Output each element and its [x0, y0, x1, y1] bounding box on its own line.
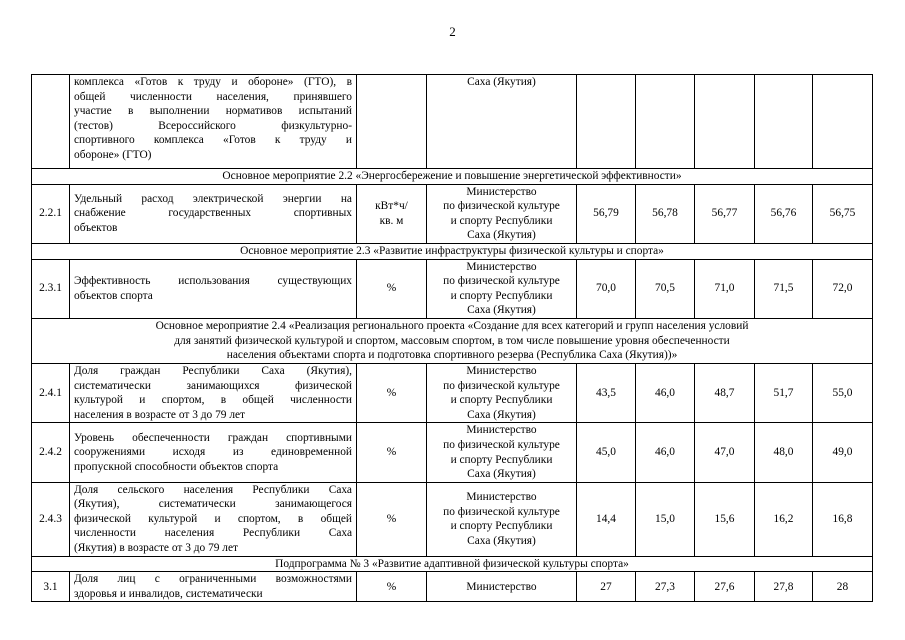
- text-line: объектов: [74, 222, 118, 235]
- value-cell: [755, 75, 813, 169]
- unit-cell: [357, 184, 427, 243]
- value-cell: 28: [813, 572, 873, 602]
- text-line: кв. м: [379, 214, 404, 227]
- value-cell: 56,78: [636, 184, 695, 243]
- text-line: Основное мероприятие 2.3 «Развитие инфраструктуры физической культуры и спорта»: [240, 244, 664, 257]
- value-cell: 48,7: [695, 363, 755, 422]
- text-line: Министерство: [466, 260, 537, 273]
- text-line: населения в возрасте от 3 до 79 лет: [74, 408, 246, 421]
- value-cell: [636, 75, 695, 169]
- value-cell: 27,3: [636, 572, 695, 602]
- indicator-name: [70, 482, 357, 556]
- value-cell: 51,7: [755, 363, 813, 422]
- section-title: [32, 169, 873, 185]
- text-line: Саха (Якутия): [467, 229, 536, 242]
- text-line: по физической культуре: [443, 438, 560, 451]
- text-line: по физической культуре: [443, 275, 560, 288]
- text-line: Доля лиц с ограниченными возможностями: [74, 573, 352, 586]
- responsible-cell: [427, 75, 577, 169]
- text-line: Удельный расход электрической энергии на: [74, 192, 352, 205]
- table-row: [32, 572, 873, 602]
- text-line: систематически занимающихся физической: [74, 379, 352, 392]
- text-line: физической культурой и спортом, в общей: [74, 512, 352, 525]
- section-row: [32, 318, 873, 363]
- text-line: Доля граждан Республики Саха (Якутия),: [74, 364, 352, 377]
- value-cell: 16,8: [813, 482, 873, 556]
- row-number: 3.1: [32, 572, 70, 602]
- value-cell: 27: [577, 572, 636, 602]
- text-line: (Якутия), систематически занимающегося: [74, 498, 352, 511]
- section-title: [32, 556, 873, 572]
- text-line: участие в выполнении нормативов испытаний: [74, 105, 352, 118]
- row-number: 2.3.1: [32, 259, 70, 318]
- value-cell: [695, 75, 755, 169]
- value-cell: 45,0: [577, 423, 636, 482]
- unit-cell: [357, 75, 427, 169]
- text-line: численности населения Республики Саха: [74, 527, 352, 540]
- row-number: 2.4.3: [32, 482, 70, 556]
- text-line: по физической культуре: [443, 379, 560, 392]
- text-line: %: [386, 282, 397, 295]
- indicator-name: [70, 75, 357, 169]
- text-line: общей численности населения, принявшего: [74, 90, 352, 103]
- value-cell: 15,6: [695, 482, 755, 556]
- text-line: (Якутия) в возрасте от 3 до 79 лет: [74, 542, 239, 555]
- value-cell: 46,0: [636, 423, 695, 482]
- table-row: [32, 75, 873, 169]
- value-cell: 56,77: [695, 184, 755, 243]
- responsible-cell: [427, 184, 577, 243]
- table-row: [32, 184, 873, 243]
- text-line: пропускной способности объектов спорта: [74, 460, 279, 473]
- responsible-cell: [427, 363, 577, 422]
- value-cell: 56,79: [577, 184, 636, 243]
- unit-cell: [357, 482, 427, 556]
- text-line: Министерство: [466, 185, 537, 198]
- responsible-cell: [427, 423, 577, 482]
- text-line: Министерство: [466, 490, 537, 503]
- value-cell: 47,0: [695, 423, 755, 482]
- text-line: Министерство: [466, 424, 537, 437]
- row-number: [32, 75, 70, 169]
- text-line: Саха (Якутия): [467, 468, 536, 481]
- section-row: [32, 169, 873, 185]
- unit-cell: [357, 363, 427, 422]
- value-cell: 46,0: [636, 363, 695, 422]
- text-line: и спорту Республики: [450, 520, 553, 533]
- text-line: культурой и спортом, в общей численности: [74, 394, 352, 407]
- table-row: [32, 482, 873, 556]
- indicator-name: [70, 363, 357, 422]
- unit-cell: [357, 259, 427, 318]
- value-cell: 27,8: [755, 572, 813, 602]
- responsible-cell: [427, 482, 577, 556]
- text-line: и спорту Республики: [450, 214, 553, 227]
- text-line: Саха (Якутия): [467, 304, 536, 317]
- value-cell: [813, 75, 873, 169]
- text-line: Министерство: [466, 364, 537, 377]
- responsible-cell: [427, 259, 577, 318]
- unit-cell: [357, 423, 427, 482]
- text-line: Саха (Якутия): [467, 408, 536, 421]
- value-cell: 56,75: [813, 184, 873, 243]
- text-line: кВт*ч/: [375, 200, 408, 213]
- unit-cell: [357, 572, 427, 602]
- text-line: и спорту Республики: [450, 394, 553, 407]
- value-cell: 49,0: [813, 423, 873, 482]
- responsible-cell: [427, 572, 577, 602]
- row-number: 2.4.2: [32, 423, 70, 482]
- text-line: %: [386, 580, 397, 593]
- indicators-table: [31, 74, 873, 602]
- text-line: снабжение государственных спортивных: [74, 207, 352, 220]
- indicator-name: [70, 184, 357, 243]
- text-line: Уровень обеспеченности граждан спортивными: [74, 431, 352, 444]
- value-cell: 14,4: [577, 482, 636, 556]
- text-line: Саха (Якутия): [467, 76, 536, 88]
- text-line: объектов спорта: [74, 289, 153, 302]
- table-row: [32, 363, 873, 422]
- indicator-name: [70, 259, 357, 318]
- value-cell: 70,0: [577, 259, 636, 318]
- page-number: 2: [449, 24, 456, 39]
- text-line: здоровья и инвалидов, систематически: [74, 587, 263, 600]
- text-line: Саха (Якутия): [467, 534, 536, 547]
- value-cell: 71,0: [695, 259, 755, 318]
- text-line: Доля сельского населения Республики Саха: [74, 483, 352, 496]
- indicator-name: [70, 572, 357, 602]
- table-body: [32, 75, 873, 602]
- text-line: Эффективность использования существующих: [74, 275, 352, 288]
- value-cell: 48,0: [755, 423, 813, 482]
- indicator-name: [70, 423, 357, 482]
- text-line: по физической культуре: [443, 200, 560, 213]
- text-line: %: [386, 386, 397, 399]
- text-line: и спорту Республики: [450, 453, 553, 466]
- value-cell: 43,5: [577, 363, 636, 422]
- table-row: [32, 259, 873, 318]
- row-number: 2.4.1: [32, 363, 70, 422]
- section-row: [32, 243, 873, 259]
- text-line: Основное мероприятие 2.2 «Энергосбережение и повышение энергетической эффективности»: [222, 170, 682, 182]
- text-line: (тестов) Всероссийского физкультурно-: [74, 119, 352, 132]
- section-title: [32, 243, 873, 259]
- value-cell: 27,6: [695, 572, 755, 602]
- text-line: комплекса «Готов к труду и обороне» (ГТО), в: [74, 76, 352, 88]
- text-line: сооружениями исходя из единовременной: [74, 446, 352, 459]
- text-line: и спорту Республики: [450, 289, 553, 302]
- text-line: спортивного комплекса «Готов к труду и: [74, 134, 352, 147]
- text-line: по физической культуре: [443, 505, 560, 518]
- value-cell: 71,5: [755, 259, 813, 318]
- section-title: [32, 318, 873, 363]
- value-cell: 15,0: [636, 482, 695, 556]
- text-line: Министерство: [466, 580, 537, 593]
- value-cell: 55,0: [813, 363, 873, 422]
- text-line: %: [386, 446, 397, 459]
- text-line: для занятий физической культурой и спортом, массовым спортом, в том числе повышение уровня обеспеченности: [174, 334, 730, 347]
- text-line: Подпрограмма № 3 «Развитие адаптивной физической культуры спорта»: [275, 557, 629, 570]
- section-row: [32, 556, 873, 572]
- value-cell: 70,5: [636, 259, 695, 318]
- value-cell: 72,0: [813, 259, 873, 318]
- text-line: %: [386, 512, 397, 525]
- text-line: населения объектами спорта и подготовка спортивного резерва (Республика Саха (Якутия))»: [226, 349, 678, 362]
- table-row: [32, 423, 873, 482]
- value-cell: [577, 75, 636, 169]
- value-cell: 56,76: [755, 184, 813, 243]
- row-number: 2.2.1: [32, 184, 70, 243]
- text-line: обороне» (ГТО): [74, 148, 152, 161]
- text-line: Основное мероприятие 2.4 «Реализация регионального проекта «Создание для всех категорий и групп населения условий: [155, 320, 749, 333]
- value-cell: 16,2: [755, 482, 813, 556]
